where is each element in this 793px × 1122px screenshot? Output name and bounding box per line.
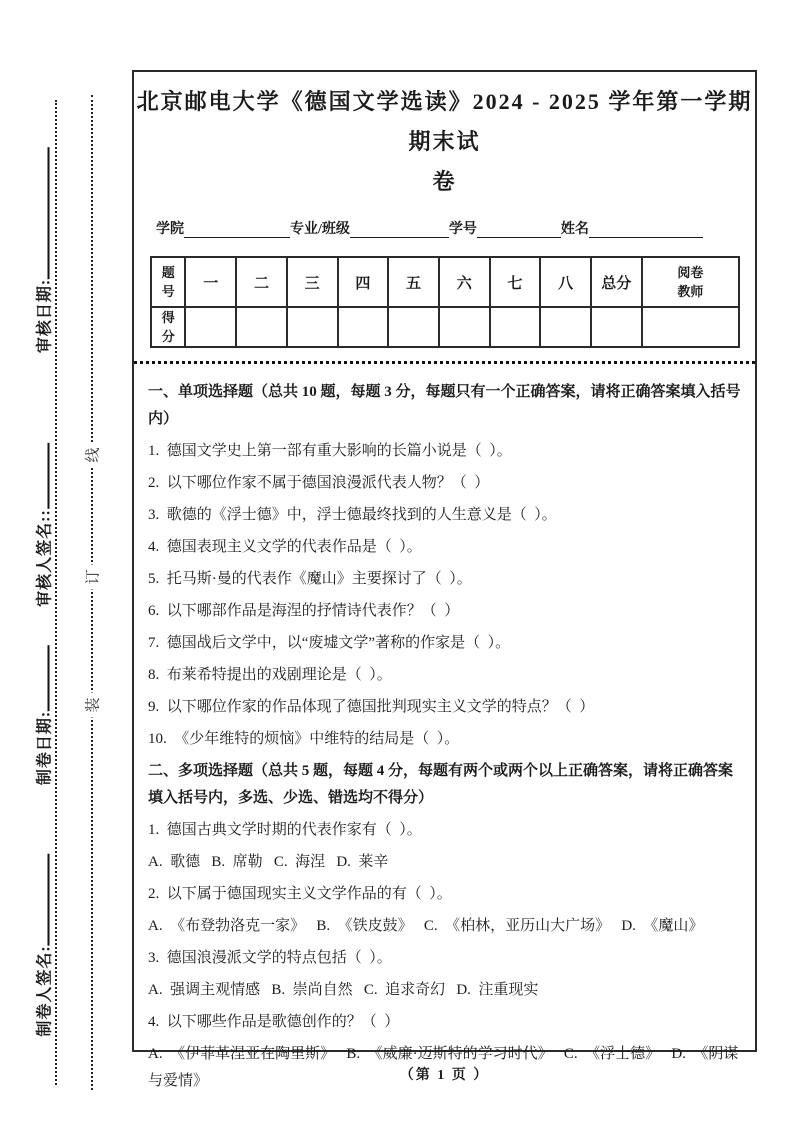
name-blank <box>589 220 703 238</box>
major-class-label: 专业/班级 <box>290 222 350 237</box>
student-id-blank <box>477 220 561 238</box>
binding-char-ding: 订 <box>82 564 103 589</box>
student-info-row <box>156 216 735 238</box>
score-cell-grader <box>642 307 739 347</box>
score-table <box>150 256 740 348</box>
binding-char-xian: 线 <box>82 442 103 467</box>
score-col-5: 五 <box>388 257 439 307</box>
reviewer-signature-label <box>32 443 55 607</box>
question-3: 3. 歌德的《浮士德》中，浮士德最终找到的人生意义是（ ）。 <box>148 507 557 523</box>
score-table-header-row <box>151 257 739 307</box>
multi-question-3: 3. 德国浪漫派文学的特点包括（ ）。 <box>148 950 392 966</box>
review-date-label <box>32 147 55 353</box>
score-corner: 得分 <box>151 307 185 347</box>
exam-title-line-1: 北京邮电大学《德国文学选读》2024 - 2025 学年第一学期期末试 <box>136 89 753 154</box>
multi-question-4: 4. 以下哪些作品是歌德创作的？（ ） <box>148 1014 400 1030</box>
question-number-corner: 题号 <box>151 257 185 307</box>
paper-maker-signature-blank <box>36 853 50 945</box>
paper-date-label <box>32 645 55 785</box>
name-label: 姓名 <box>560 222 589 237</box>
reviewer-signature-blank <box>36 443 50 509</box>
student-id-label: 学号 <box>448 222 477 237</box>
score-col-7: 七 <box>490 257 541 307</box>
score-col-6: 六 <box>439 257 490 307</box>
score-cell-6 <box>439 307 490 347</box>
question-6: 6. 以下哪部作品是海涅的抒情诗代表作？（ ） <box>148 603 460 619</box>
score-col-8: 八 <box>540 257 591 307</box>
exam-body <box>148 379 741 1095</box>
score-col-1: 一 <box>185 257 236 307</box>
paper-maker-signature-label <box>32 853 55 1036</box>
question-2: 2. 以下哪位作家不属于德国浪漫派代表人物？（ ） <box>148 475 490 491</box>
question-5: 5. 托马斯·曼的代表作《魔山》主要探讨了（ ）。 <box>148 571 472 587</box>
major-class-blank <box>350 220 449 238</box>
paper-date-blank <box>36 645 50 711</box>
multi-question-1: 1. 德国古典文学时期的代表作家有（ ）。 <box>148 822 422 838</box>
score-cell-7 <box>490 307 541 347</box>
paper-maker-signature-text: 制卷人签名: <box>36 945 54 1037</box>
dotted-separator <box>134 361 755 364</box>
binding-dotted-line-outer <box>91 95 93 1090</box>
multi-question-3-options: A. 强调主观情感 B. 崇尚自然 C. 追求奇幻 D. 注重现实 <box>148 982 539 998</box>
score-cell-1 <box>185 307 236 347</box>
score-cell-2 <box>236 307 287 347</box>
score-cell-total <box>591 307 642 347</box>
score-cell-3 <box>287 307 338 347</box>
score-col-3: 三 <box>287 257 338 307</box>
score-col-2: 二 <box>236 257 287 307</box>
score-cell-4 <box>338 307 389 347</box>
review-date-text: 审核日期: <box>36 278 54 354</box>
question-9: 9. 以下哪位作家的作品体现了德国批判现实主义文学的特点？（ ） <box>148 699 595 715</box>
question-4: 4. 德国表现主义文学的代表作品是（ ）。 <box>148 539 422 555</box>
score-cell-5 <box>388 307 439 347</box>
page-number: （第 1 页 ） <box>399 1068 490 1083</box>
section-2-heading: 二、多项选择题（总共 5 题，每题 4 分，每题有两个或两个以上正确答案，请将正确答案填入括号内，多选、少选、错选均不得分） <box>148 763 734 806</box>
question-1: 1. 德国文学史上第一部有重大影响的长篇小说是（ ）。 <box>148 443 512 459</box>
exam-title-line-2: 卷 <box>432 169 457 194</box>
review-date-blank <box>36 147 50 279</box>
question-8: 8. 布莱希特提出的戏剧理论是（ ）。 <box>148 667 392 683</box>
multi-question-2: 2. 以下属于德国现实主义文学作品的有（ ）。 <box>148 886 452 902</box>
score-col-total: 总分 <box>591 257 642 307</box>
score-col-4: 四 <box>338 257 389 307</box>
college-label: 学院 <box>156 222 184 237</box>
score-cell-8 <box>540 307 591 347</box>
score-table-score-row <box>151 307 739 347</box>
binding-dotted-line-inner <box>55 100 57 1085</box>
paper-date-text: 制卷日期: <box>36 710 54 786</box>
section-1-heading: 一、单项选择题（总共 10 题，每题 3 分，每题只有一个正确答案，请将正确答案填入括号内） <box>148 384 741 427</box>
multi-question-4-options: A. 《伊菲革涅亚在陶里斯》 B. 《威廉·迈斯特的学习时代》 C. 《浮士德》 D. 《阴谋与爱情》 <box>148 1046 739 1089</box>
question-10: 10. 《少年维特的烦恼》中维特的结局是（ ）。 <box>148 731 460 747</box>
question-7: 7. 德国战后文学中，以“废墟文学”著称的作家是（ ）。 <box>148 635 511 651</box>
college-blank <box>184 220 290 238</box>
exam-title <box>134 72 755 202</box>
reviewer-signature-text: 审核人签名:: <box>36 509 54 607</box>
multi-question-2-options: A. 《布登勃洛克一家》 B. 《铁皮鼓》 C. 《柏林，亚历山大广场》 D. 《魔山》 <box>148 918 704 934</box>
binding-char-zhuang: 装 <box>82 692 103 717</box>
score-col-grader: 阅卷教师 <box>642 257 739 307</box>
multi-question-1-options: A. 歌德 B. 席勒 C. 海涅 D. 莱辛 <box>148 854 389 870</box>
